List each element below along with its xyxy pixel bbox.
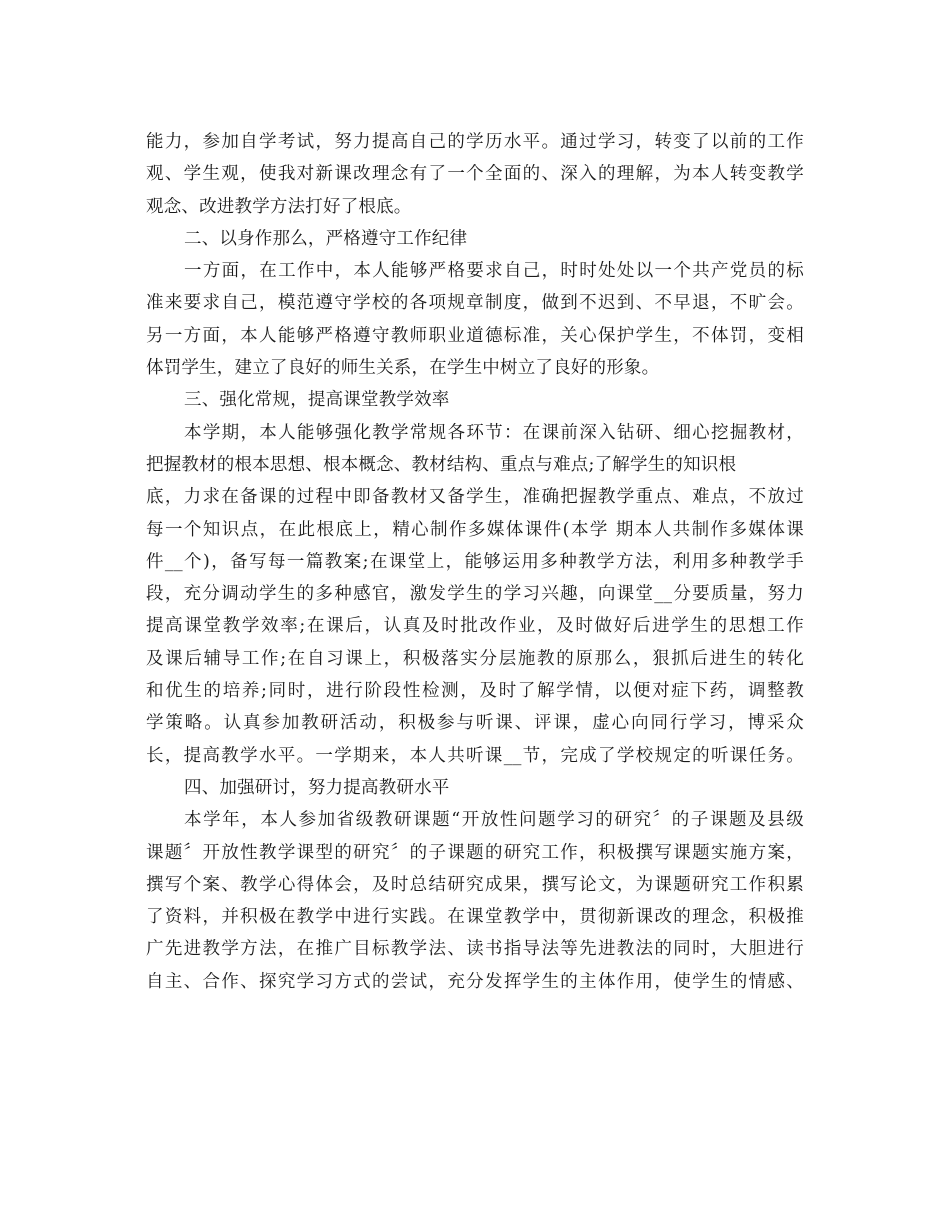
text-line: 件__个)，备写每一篇教案;在课堂上，能够运用多种教学方法，利用多种教学手 [146, 551, 804, 572]
text-line: 另一方面，本人能够严格遵守教师职业道德标准，关心保护学生，不体罚，变相 [146, 325, 804, 346]
text-line: 撰写个案、教学心得体会，及时总结研究成果，撰写论文，为课题研究工作积累 [146, 874, 804, 895]
text-line: 广先进教学方法，在推广目标教学法、读书指导法等先进教法的同时，大胆进行 [146, 939, 804, 960]
section-heading: 二、以身作那么，严格遵守工作纪律 [184, 228, 468, 249]
text-line: 本学期，本人能够强化教学常规各环节：在课前深入钻研、细心挖掘教材， [184, 422, 804, 443]
text-line: 和优生的培养;同时，进行阶段性检测，及时了解学情，以便对症下药，调整教 [146, 681, 804, 702]
text-line: 本学年，本人参加省级教研课题“开放性问题学习的研究〞的子课题及县级 [184, 810, 804, 831]
text-line: 观念、改进教学方法打好了根底。 [146, 196, 412, 217]
text-line: 及课后辅导工作;在自习课上，积极落实分层施教的原那么，狠抓后进生的转化 [146, 648, 804, 669]
text-line: 课题〞开放性教学课型的研究〞的子课题的研究工作，积极撰写课题实施方案， [146, 842, 804, 863]
text-line: 把握教材的根本思想、根本概念、教材结构、重点与难点;了解学生的知识根 [146, 454, 737, 475]
text-line: 长，提高教学水平。一学期来，本人共听课__节，完成了学校规定的听课任务。 [146, 745, 804, 766]
text-line: 体罚学生，建立了良好的师生关系，在学生中树立了良好的形象。 [146, 358, 660, 379]
text-line: 了资料，并积极在教学中进行实践。在课堂教学中，贯彻新课改的理念，积极推 [146, 907, 804, 928]
text-line: 每一个知识点，在此根底上，精心制作多媒体课件(本学 期本人共制作多媒体课 [146, 519, 804, 540]
section-heading: 三、强化常规，提高课堂教学效率 [184, 390, 450, 411]
text-line: 准来要求自己，模范遵守学校的各项规章制度，做到不迟到、不早退，不旷会。 [146, 293, 804, 314]
section-heading: 四、加强研讨，努力提高教研水平 [184, 777, 450, 798]
text-line: 学策略。认真参加教研活动，积极参与听课、评课，虚心向同行学习，博采众 [146, 713, 804, 734]
text-line: 底，力求在备课的过程中即备教材又备学生，准确把握教学重点、难点，不放过 [146, 487, 804, 508]
text-line: 能力，参加自学考试，努力提高自己的学历水平。通过学习，转变了以前的工作 [146, 132, 804, 152]
text-line: 自主、合作、探究学习方式的尝试，充分发挥学生的主体作用，使学生的情感、 [146, 971, 804, 992]
text-line: 段，充分调动学生的多种感官，激发学生的学习兴趣，向课堂__分要质量，努力 [146, 584, 804, 605]
text-line: 提高课堂教学效率;在课后，认真及时批改作业，及时做好后进学生的思想工作 [146, 616, 804, 637]
text-line: 观、学生观，使我对新课改理念有了一个全面的、深入的理解，为本人转变教学 [146, 164, 804, 185]
text-line: 一方面，在工作中，本人能够严格要求自己，时时处处以一个共产党员的标 [184, 261, 804, 282]
document-body [146, 126, 804, 998]
